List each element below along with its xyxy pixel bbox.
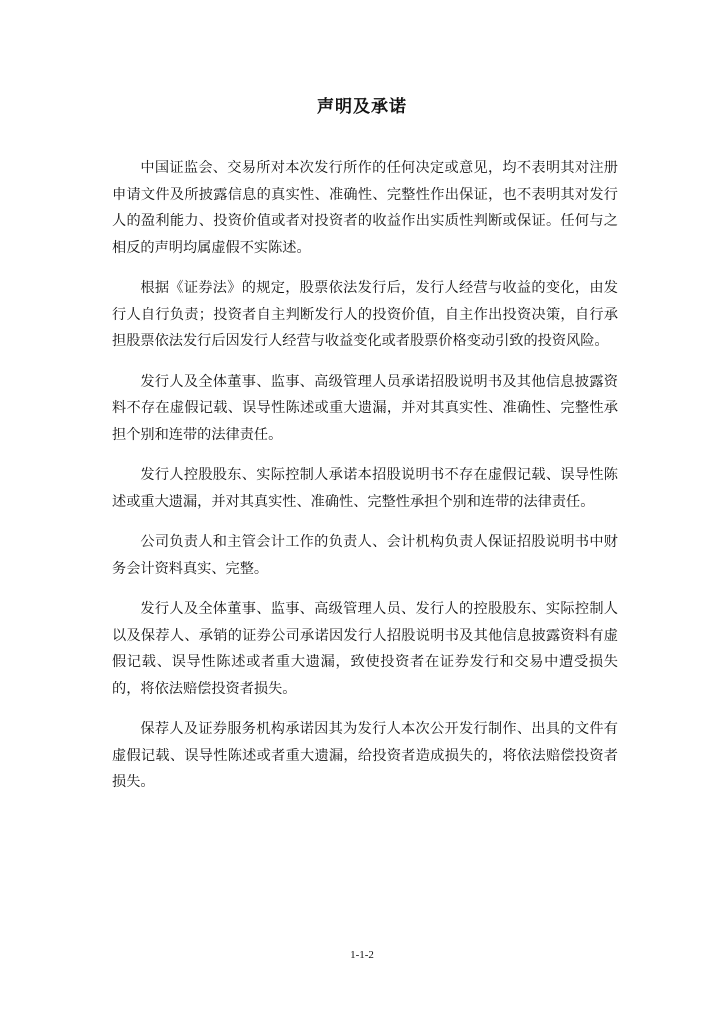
paragraph-board-commitment: 发行人及全体董事、监事、高级管理人员承诺招股说明书及其他信息披露资料不存在虚假记载、误导性陈述或重大遗漏，并对其真实性、准确性、完整性承担个别和连带的法律责任。 bbox=[112, 373, 618, 443]
paragraph-sponsor-commitment: 保荐人及证券服务机构承诺因其为发行人本次公开发行制作、出具的文件有虚假记载、误导性陈述或者重大遗漏，给投资者造成损失的，将依法赔偿投资者损失。 bbox=[112, 721, 618, 790]
paragraph-accounting-commitment: 公司负责人和主管会计工作的负责人、会计机构负责人保证招股说明书中财务会计资料真实、完整。 bbox=[112, 534, 618, 577]
paragraph-compensation-commitment: 发行人及全体董事、监事、高级管理人员、发行人的控股股东、实际控制人以及保荐人、承销的证券公司承诺因发行人招股说明书及其他信息披露资料有虚假记载、误导性陈述或者重大遗漏，致使投资者在证券发行和交易中遭受损失的，将依法赔偿投资者损失。 bbox=[112, 601, 618, 697]
page-title: 声明及承诺 bbox=[317, 97, 407, 117]
paragraph-investment-risk: 根据《证券法》的规定，股票依法发行后，发行人经营与收益的变化，由发行人自行负责；投资者自主判断发行人的投资价值，自主作出投资决策，自行承担股票依法发行后因发行人经营与收益变化或者股票价格变动引致的投资风险。 bbox=[112, 280, 618, 349]
page-number: 1-1-2 bbox=[350, 949, 374, 961]
document-body bbox=[112, 155, 618, 810]
paragraph-controller-commitment: 发行人控股股东、实际控制人承诺本招股说明书不存在虚假记载、误导性陈述或重大遗漏，并对其真实性、准确性、完整性承担个别和连带的法律责任。 bbox=[112, 467, 618, 510]
paragraph-regulator-disclaimer: 中国证监会、交易所对本次发行所作的任何决定或意见，均不表明其对注册申请文件及所披露信息的真实性、准确性、完整性作出保证，也不表明其对发行人的盈利能力、投资价值或者对投资者的收益作出实质性判断或保证。任何与之相反的声明均属虚假不实陈述。 bbox=[112, 160, 618, 256]
